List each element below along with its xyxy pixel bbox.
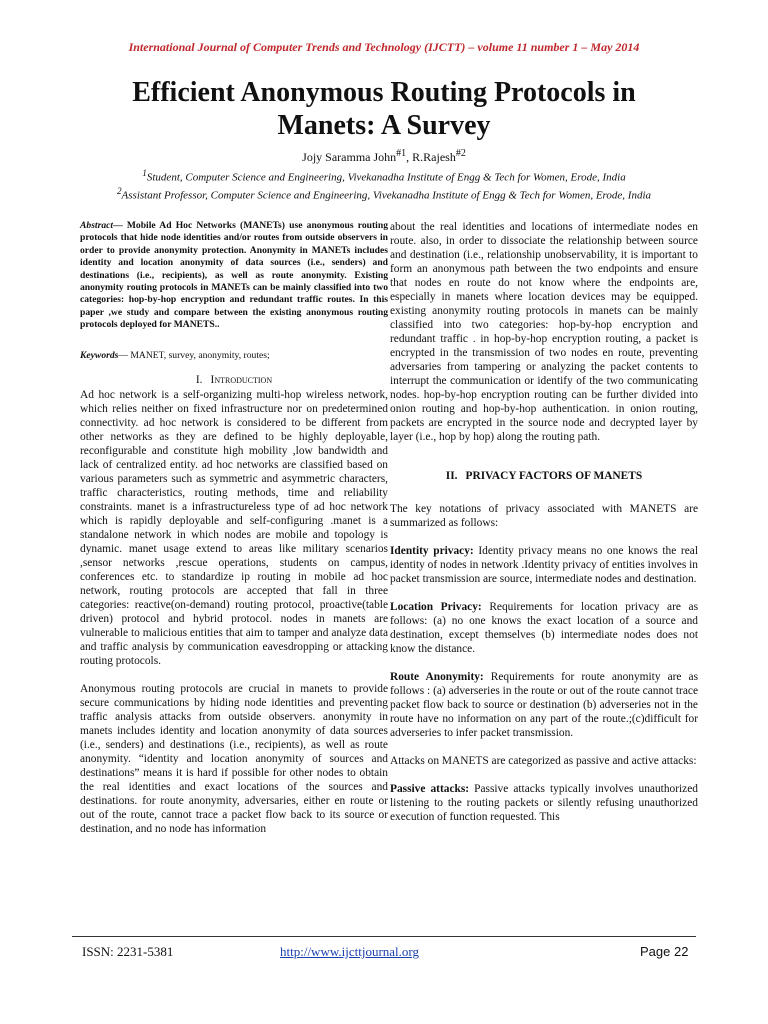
author-2-marker: #2 bbox=[455, 148, 466, 159]
location-privacy-term: Location Privacy: bbox=[390, 601, 482, 613]
affiliation-2 bbox=[0, 186, 768, 202]
intro-paragraph-2: Anonymous routing protocols are crucial in manets to provide secure communications by hiding node identities and preventing traffic analysis attacks from outside observers. anonymity in manets includes identity and location anonymity of data sources (i.e., senders) and destinations (i.e., recipients), as well as route anonymity. “identity and location anonymity of sources and destinations” means it is hard if possible for other nodes to obtain the real identities and exact locations of the sources and destinations. for route anonymity, adversaries, either en route or out of the route, cannot trace a packet flow back to its source or destination, and no node has information bbox=[80, 683, 388, 836]
footer-issn: ISSN: 2231-5381 bbox=[82, 944, 174, 959]
keywords-text: MANET, survey, anonymity, routes; bbox=[130, 349, 270, 361]
author-separator: , bbox=[406, 150, 413, 164]
abstract-text: Mobile Ad Hoc Networks (MANETs) use anonymous routing protocols that hide node identities and/or routes from outside observers in order to provide anonymity protection. Anonymity in MANETs includes identity and location anonymity of data sources (i.e., senders) and destinations (i.e., recipients), as well as route anonymity. Existing anonymity routing protocols in MANETs can be mainly classified into two categories: hop-by-hop encryption and redundant traffic routes. In this paper ,we study and compare between the existing anonymous routing protocols deployed for MANETS.. bbox=[80, 220, 388, 331]
section-1-title: Introduction bbox=[210, 374, 273, 387]
passive-attacks-paragraph bbox=[390, 782, 698, 824]
author-list bbox=[0, 148, 768, 165]
abstract bbox=[80, 220, 388, 332]
identity-privacy-text: Identity privacy means no one knows the real identity of nodes in network .Identity privacy of entities involves in packet transmission are source, intermediate nodes and destination. bbox=[390, 545, 698, 585]
section-2-number: II. bbox=[445, 470, 458, 482]
passive-attacks-text: Passive attacks typically involves unauthorized listening to the routing packets or silently refusing unauthorized execution of function requested. This bbox=[390, 783, 698, 823]
keywords-dash: — bbox=[118, 349, 131, 361]
location-privacy-paragraph bbox=[390, 600, 698, 656]
route-anonymity-term: Route Anonymity: bbox=[390, 671, 484, 683]
affiliation-2-text: Assistant Professor, Computer Science and Engineering, Vivekanadha Institute of Engg & Tech for Women, Erode, India bbox=[121, 189, 652, 202]
route-anonymity-paragraph bbox=[390, 670, 698, 740]
passive-attacks-term: Passive attacks: bbox=[390, 783, 470, 795]
author-1: Jojy Saramma John bbox=[302, 150, 397, 164]
identity-privacy-term: Identity privacy: bbox=[390, 545, 474, 557]
section-2-title: PRIVACY FACTORS OF MANETS bbox=[465, 470, 643, 482]
abstract-dash: — bbox=[113, 220, 127, 231]
section-1-number: I. bbox=[195, 374, 203, 387]
intro-paragraph-3: about the real identities and locations of intermediate nodes en route. also, in order to dissociate the relationship between source and destination (i.e., relationship unobservability, it is important to form an anonymous path between the two endpoints and ensure that nodes en route do not know where the endpoints are, especially in manets where location devices may be equipped. existing anonymity routing protocols in manets can be mainly classified into two categories: hop-by-hop encryption and redundant traffic . in hop-by-hop encryption routing, a packet is encrypted in the transmission of two nodes en route, preventing adversaries from tampering or analyzing the packet contents to interrupt the communication or identify of the two communicating nodes. hop-by-hop encryption routing can be further divided into onion routing and hop-by-hop authentication. in onion routing, packets are encrypted in the source node and decrypted layer by layer (i.e., hop by hop) along the routing path. bbox=[390, 221, 698, 443]
affiliation-1-text: Student, Computer Science and Engineering, Vivekanadha Institute of Engg & Tech for Women, Erode, India bbox=[146, 171, 626, 184]
keywords bbox=[80, 350, 388, 362]
identity-privacy-paragraph bbox=[390, 544, 698, 586]
journal-header: International Journal of Computer Trends and Technology (IJCTT) – volume 11 number 1 – May 2014 bbox=[128, 40, 640, 54]
location-privacy-text: Requirements for location privacy are as follows: (a) no one knows the exact location of a source and destination, except themselves (b) intermediate nodes does not know the distance. bbox=[390, 601, 699, 655]
affiliation-2-marker: 2 bbox=[116, 186, 122, 196]
right-column bbox=[390, 220, 698, 824]
paper-title-line-1: Efficient Anonymous Routing Protocols in bbox=[132, 77, 636, 108]
abstract-label: Abstract bbox=[80, 220, 114, 231]
keywords-label: Keywords bbox=[80, 349, 119, 361]
author-1-marker: #1 bbox=[396, 148, 407, 159]
footer-divider bbox=[72, 936, 696, 937]
page-number: Page 22 bbox=[640, 944, 689, 959]
section-1-heading bbox=[80, 374, 388, 386]
privacy-intro: The key notations of privacy associated with MANETS are summarized as follows: bbox=[390, 503, 698, 529]
author-2: R.Rajesh bbox=[412, 150, 456, 164]
affiliation-1 bbox=[0, 168, 768, 184]
paper-title-line-2: Manets: A Survey bbox=[277, 110, 491, 141]
journal-url-link[interactable]: http://www.ijcttjournal.org bbox=[280, 944, 420, 959]
intro-paragraph-1: Ad hoc network is a self-organizing multi-hop wireless network, which relies neither on fixed infrastructure nor on predetermined connectivity. ad hoc network is considered to be different from other networks as they are defined to be highly deployable, reconfigurable and constitute high mobility ,low bandwidth and lack of centralized entity. ad hoc networks are classified based on various parameters such as symmetric and asymmetric characters, traffic characteristics, routing methods, time and reliability constraints. manet is a infrastructureless type of ad hoc network which is rapidly deployable and self-configuring .manet is a standalone network in which nodes are mobile and topology is dynamic. manet usage extend to areas like military scenarios ,sensor networks ,rescue operations, students on campus, conferences etc. to standardize ip routing in mobile ad hoc network, routing protocols are accepted that fall in three categories: reactive(on-demand) routing protocol, proactive(table driven) protocol and hybrid protocol. nodes in manets are vulnerable to malicious entities that aim to tamper and analyze data and traffic analysis by communication eavesdropping or attacking routing protocols. bbox=[80, 389, 388, 668]
section-2-heading bbox=[390, 470, 698, 482]
affiliation-1-marker: 1 bbox=[142, 168, 147, 178]
route-anonymity-text: Requirements for route anonymity are as follows : (a) adverseries in the route or out of the route cannot trace packet flow back to source or destination (b) adverseries not in the route have no information on any part of the route.;(c)difficult for adverseries to infer packet transmission. bbox=[390, 671, 698, 739]
left-column bbox=[80, 220, 388, 836]
paper-title bbox=[60, 76, 708, 142]
attacks-paragraph: Attacks on MANETS are categorized as passive and active attacks: bbox=[390, 755, 697, 767]
